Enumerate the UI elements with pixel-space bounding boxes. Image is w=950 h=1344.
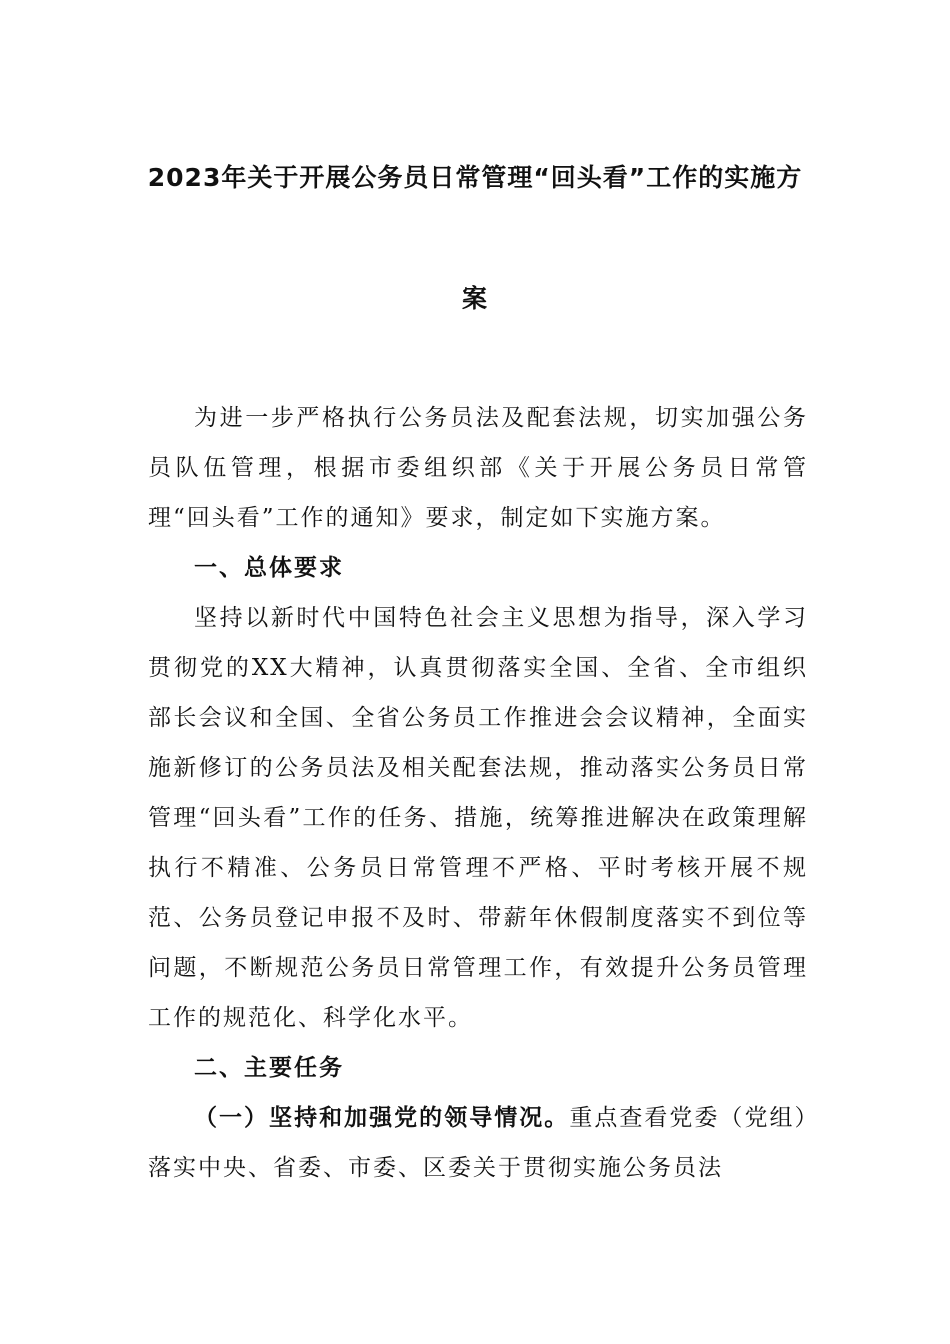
section-heading-general-requirements: 一、总体要求	[194, 555, 344, 581]
task-item-1-lead: （一）坚持和加强党的领导情况。	[194, 1105, 570, 1131]
section-heading-main-tasks: 二、主要任务	[194, 1055, 344, 1081]
task-item-1-paragraph	[148, 1093, 808, 1193]
intro-paragraph: 为进一步严格执行公务员法及配套法规，切实加强公务员队伍管理，根据市委组织部《关于开展公务员日常管理“回头看”工作的通知》要求，制定如下实施方案。	[148, 405, 808, 531]
task-item-1-body: 重点查看党委（党组）落实中央、省委、市委、区委关于贯彻实施公务员法	[148, 1105, 809, 1181]
document-body	[148, 393, 808, 1193]
document-title-line-1: 2023年关于开展公务员日常管理“回头看”工作的实施方	[147, 163, 803, 192]
document-title-line-2: 案	[461, 284, 488, 313]
general-requirements-paragraph: 坚持以新时代中国特色社会主义思想为指导，深入学习贯彻党的XX大精神，认真贯彻落实全国、全省、全市组织部长会议和全国、全省公务员工作推进会会议精神，全面实施新修订的公务员法及相关配套法规，推动落实公务员日常管理“回头看”工作的任务、措施，统筹推进解决在政策理解执行不精准、公务员日常管理不严格、平时考核开展不规范、公务员登记申报不及时、带薪年休假制度落实不到位等问题，不断规范公务员日常管理工作，有效提升公务员管理工作的规范化、科学化水平。	[148, 605, 808, 1031]
